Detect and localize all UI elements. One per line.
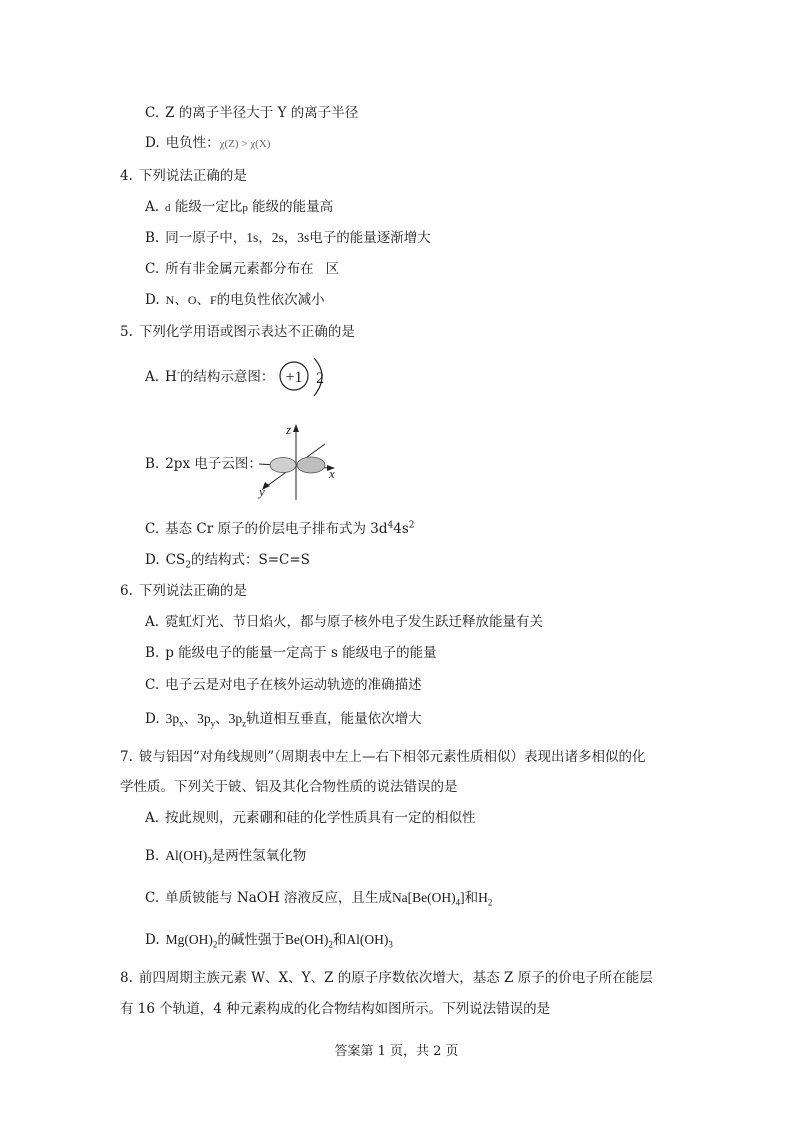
q7-option-d: D. $Mg(OH)_2$的碱性强于$Be(OH)_2$和$Al(OH)_3$ bbox=[145, 932, 393, 950]
q3-option-c: C. Z 的离子半径大于 Y 的离子半径 bbox=[145, 105, 359, 121]
q6-option-a: A. 霓虹灯光、节日焰火，都与原子核外电子发生跃迁释放能量有关 bbox=[145, 614, 544, 630]
q4-option-c: C. 所有非金属元素都分布在 区 bbox=[145, 261, 340, 277]
q6-stem: 6. 下列说法正确的是 bbox=[120, 583, 247, 599]
q6-option-b: B. p 能级电子的能量一定高于 s 能级电子的能量 bbox=[145, 645, 437, 661]
nucleus-charge: +1 bbox=[285, 369, 303, 386]
h-ion-structure-diagram bbox=[276, 355, 336, 401]
x-axis-label: x bbox=[329, 466, 335, 481]
q4-option-d: D. N、O、F的电负性依次减小 bbox=[145, 292, 325, 308]
z-axis-label: z bbox=[286, 422, 292, 437]
q5-option-d: D. $CS_2$的结构式：S=C=S bbox=[145, 552, 310, 571]
electron-count: 2 bbox=[316, 370, 324, 387]
q5-option-c: C. 基态 Cr 原子的价层电子排布式为 $3d^44s^2$ bbox=[145, 520, 415, 537]
y-axis-label: y bbox=[259, 484, 265, 499]
q7-option-a: A. 按此规则，元素硼和硅的化学性质具有一定的相似性 bbox=[145, 810, 476, 826]
q5-option-b: B. 2px 电子云图： bbox=[145, 456, 262, 472]
q4-stem: 4. 下列说法正确的是 bbox=[120, 168, 247, 184]
q8-stem-line1: 8. 前四周期主族元素 W、X、Y、Z 的原子序数依次增大，基态 Z 原子的价电子所在能层 bbox=[120, 970, 653, 986]
q4-option-a: A. d 能级一定比p 能级的能量高 bbox=[145, 199, 334, 215]
q6-option-d: D. $3p_x$、$3p_y$、$3p_z$轨道相互垂直，能量依次增大 bbox=[145, 711, 422, 729]
2px-orbital-diagram bbox=[257, 420, 347, 502]
q6-option-c: C. 电子云是对电子在核外运动轨迹的准确描述 bbox=[145, 677, 422, 693]
q5-option-a: A. H-的结构示意图： bbox=[145, 368, 275, 385]
q7-stem-line1: 7. 铍与铝因“对角线规则”（周期表中左上—右下相邻元素性质相似）表现出诸多相似的化 bbox=[120, 749, 646, 765]
q5-stem: 5. 下列化学用语或图示表达不正确的是 bbox=[120, 324, 355, 340]
q7-stem-line2: 学性质。下列关于铍、铝及其化合物性质的说法错误的是 bbox=[120, 779, 458, 795]
q7-option-c: C. 单质铍能与 NaOH 溶液反应，且生成$Na[Be(OH)_4]$和$H_2$ bbox=[145, 890, 493, 908]
page-footer: 答案第 1 页，共 2 页 bbox=[334, 1044, 459, 1059]
q4-option-b: B. 同一原子中，1s，2s，3s电子的能量逐渐增大 bbox=[145, 230, 431, 246]
q3-option-d: D. 电负性：χ(Z) > χ(X) bbox=[145, 135, 271, 151]
q7-option-b: B. $Al(OH)_3$是两性氢氧化物 bbox=[145, 848, 307, 866]
q8-stem-line2: 有 16 个轨道，4 种元素构成的化合物结构如图所示。下列说法错误的是 bbox=[120, 1001, 551, 1017]
